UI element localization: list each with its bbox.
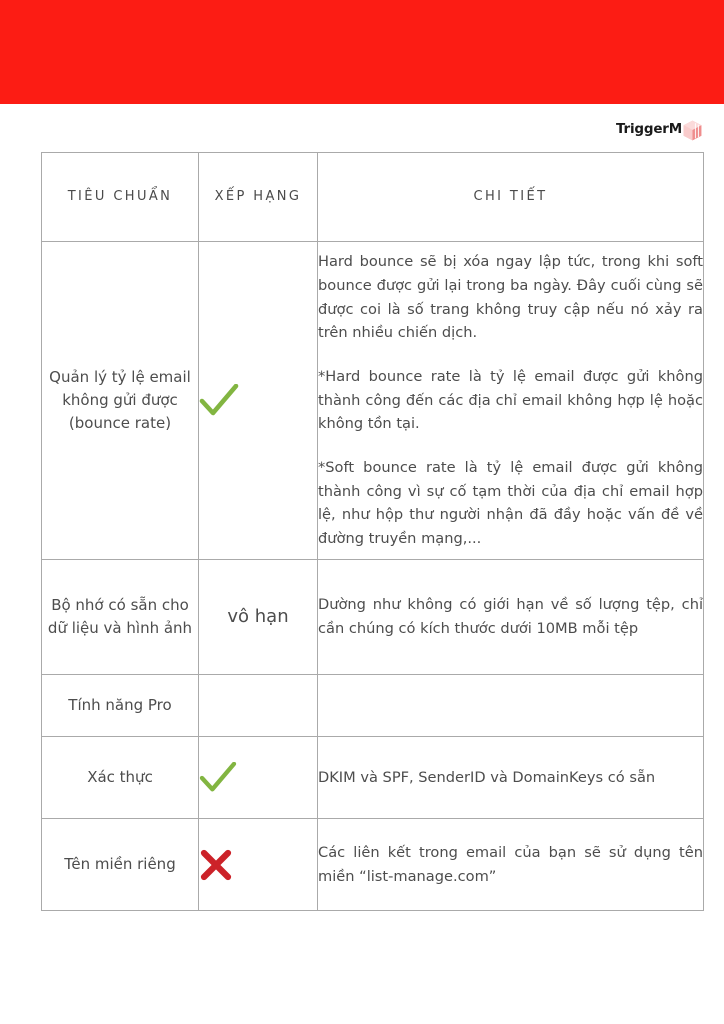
detail-paragraph: Dường như không có giới hạn về số lượng tệp, chỉ cần chúng có kích thước dưới 10MB mỗi tệp <box>318 596 703 637</box>
top-red-banner <box>0 0 724 104</box>
detail-paragraph: DKIM và SPF, SenderID và DomainKeys có sẵn <box>318 768 656 786</box>
row-criterion-cell <box>42 819 199 911</box>
row-detail-cell <box>318 819 704 911</box>
row-criterion-label: Tên miền riêng <box>64 854 176 873</box>
row-rank-cell <box>199 737 318 819</box>
column-header-rank-label: XẾP HẠNG <box>214 188 302 204</box>
row-detail-cell <box>318 737 704 819</box>
table-row <box>42 242 704 560</box>
table-row <box>42 737 704 819</box>
detail-paragraph: *Soft bounce rate là tỷ lệ email được gửi không thành công vì sự cố tạm thời của địa chỉ email hợp lệ, như hộp thư người nhận đã đầy hoặc vấn đề về đường truyền mạng,... <box>318 458 703 547</box>
column-header-detail <box>318 153 704 242</box>
row-rank-label: vô hạn <box>227 606 289 628</box>
detail-paragraph: Hard bounce sẽ bị xóa ngay lập tức, trong khi soft bounce được gửi lại trong ba ngày. Đây cuối cùng sẽ được coi là số trang không truy cập nếu nó xảy ra trên nhiều chiến dịch. <box>318 253 703 342</box>
triggerm-logo <box>616 119 702 141</box>
detail-paragraph: Các liên kết trong email của bạn sẽ sử dụng tên miền “list-manage.com” <box>318 843 703 885</box>
table-row <box>42 675 704 737</box>
detail-paragraph: *Hard bounce rate là tỷ lệ email được gửi không thành công đến các địa chỉ email không hợp lệ hoặc không tồn tại. <box>318 368 703 433</box>
cross-icon <box>199 848 317 882</box>
row-detail-cell <box>318 242 704 560</box>
row-criterion-label: Xác thực <box>87 767 153 786</box>
logo-wordmark: TriggerM <box>616 121 682 138</box>
comparison-table <box>41 152 704 911</box>
check-icon <box>199 384 317 418</box>
row-rank-cell <box>199 242 318 560</box>
table-row <box>42 560 704 675</box>
row-criterion-cell <box>42 560 199 675</box>
row-criterion-label: Bộ nhớ có sẵn cho dữ liệu và hình ảnh <box>47 595 193 637</box>
row-criterion-cell <box>42 737 199 819</box>
column-header-criterion <box>42 153 199 242</box>
column-header-criterion-label: TIÊU CHUẨN <box>67 188 173 204</box>
row-criterion-cell <box>42 242 199 560</box>
check-icon <box>199 762 317 794</box>
row-criterion-cell <box>42 675 199 737</box>
row-rank-cell <box>199 675 318 737</box>
row-rank-cell <box>199 560 318 675</box>
row-criterion-label: Quản lý tỷ lệ email không gửi được (bounce rate) <box>49 367 191 433</box>
row-rank-cell <box>199 819 318 911</box>
column-header-detail-label: CHI TIẾT <box>473 188 548 204</box>
row-detail-cell <box>318 560 704 675</box>
cube-icon <box>683 120 702 141</box>
row-detail-cell <box>318 675 704 737</box>
table-row <box>42 819 704 911</box>
table-header-row <box>42 153 704 242</box>
column-header-rank <box>199 153 318 242</box>
row-criterion-label: Tính năng Pro <box>68 695 172 714</box>
